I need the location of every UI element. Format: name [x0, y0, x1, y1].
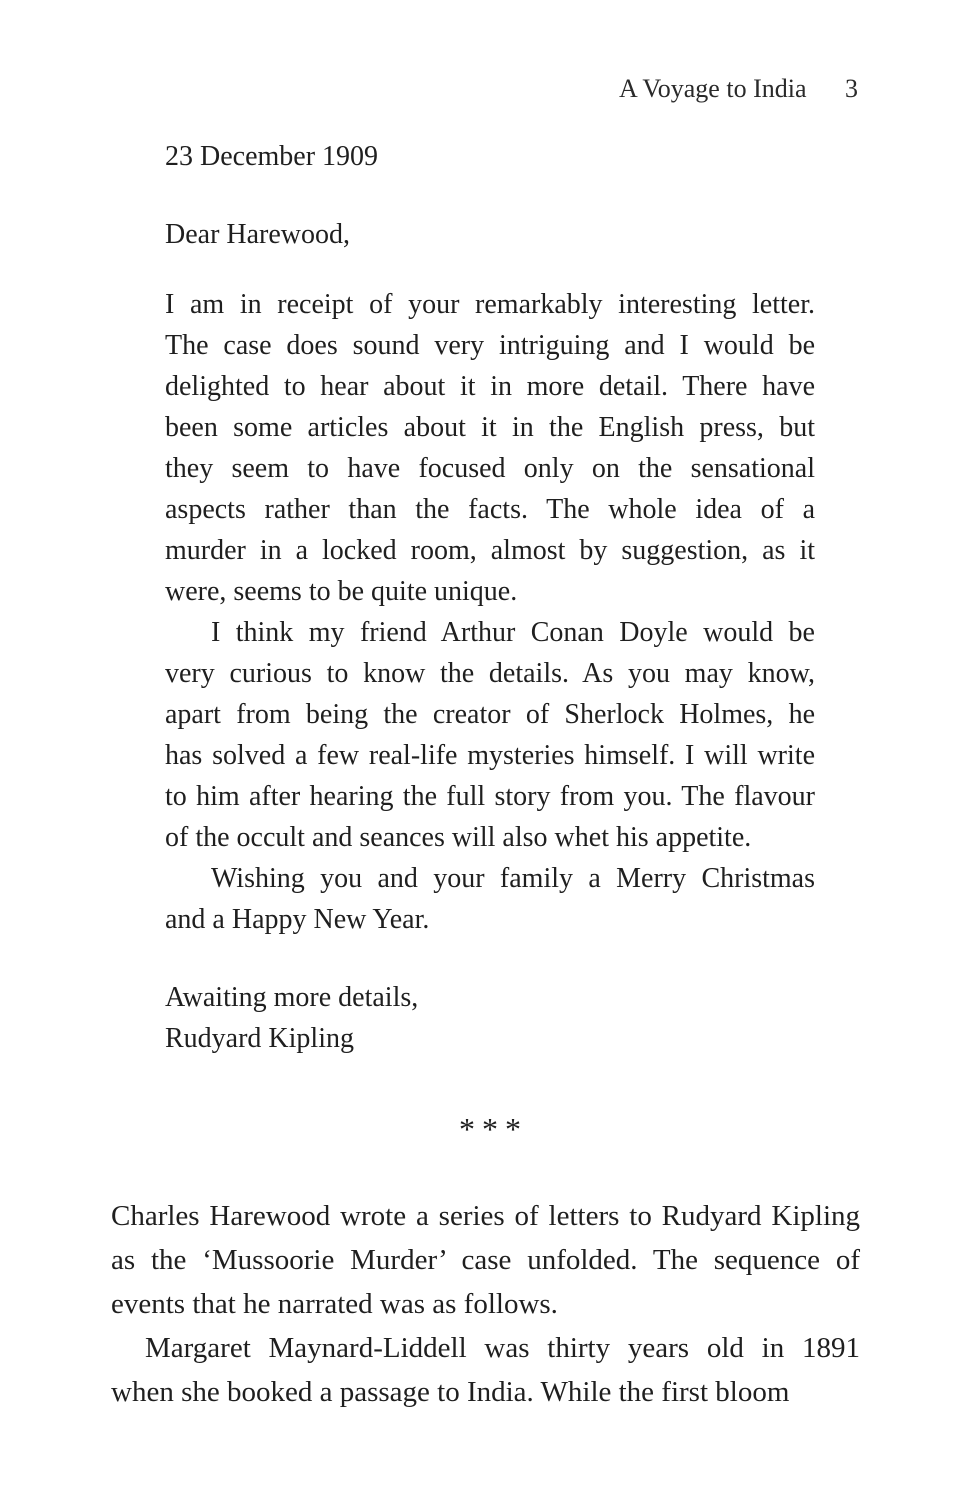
text-line: The case does sound very intriguing and I would be	[165, 330, 815, 361]
letter-block	[165, 136, 815, 1150]
text-line: I am in receipt of your remarkably interesting letter.	[165, 289, 815, 320]
text-line: been some articles about it in the English press, but	[165, 412, 815, 443]
section-separator: ***	[459, 1111, 528, 1147]
text-line: when she booked a passage to India. While the first bloom	[111, 1376, 790, 1408]
text-line: murder in a locked room, almost by suggestion, as it	[165, 535, 815, 566]
page-number: 3	[845, 74, 858, 103]
text-line: Wishing you and your family a Merry Christmas	[211, 863, 815, 894]
letter-signature: Rudyard Kipling	[165, 1023, 354, 1054]
text-line: to him after hearing the full story from you. The flavour	[165, 781, 815, 812]
paragraph	[111, 1194, 860, 1326]
text-line: Margaret Maynard-Liddell was thirty years old in 1891	[145, 1332, 860, 1364]
text-line: has solved a few real-life mysteries himself. I will write	[165, 740, 815, 771]
running-head-title: A Voyage to India	[618, 74, 807, 103]
paragraph	[111, 1326, 860, 1414]
letter-closing: Awaiting more details,	[165, 982, 419, 1013]
letter-body	[165, 284, 815, 940]
paragraph	[165, 612, 815, 858]
text-line: aspects rather than the facts. The whole idea of a	[165, 494, 815, 525]
text-line: and a Happy New Year.	[165, 904, 430, 935]
text-line: very curious to know the details. As you may know,	[165, 658, 815, 689]
text-line: were, seems to be quite unique.	[165, 576, 518, 607]
running-header	[0, 74, 858, 104]
paragraph	[165, 858, 815, 940]
text-line: of the occult and seances will also whet his appetite.	[165, 822, 752, 853]
text-line: I think my friend Arthur Conan Doyle would be	[211, 617, 815, 648]
letter-date: 23 December 1909	[165, 141, 379, 172]
text-line: they seem to have focused only on the sensational	[165, 453, 815, 484]
narrative-block	[111, 1194, 860, 1414]
text-line: Charles Harewood wrote a series of letters to Rudyard Kipling	[111, 1200, 860, 1232]
letter-salutation: Dear Harewood,	[165, 219, 351, 250]
text-line: delighted to hear about it in more detail. There have	[165, 371, 815, 402]
text-line: events that he narrated was as follows.	[111, 1288, 558, 1320]
text-line: as the ‘Mussoorie Murder’ case unfolded. The sequence of	[111, 1244, 860, 1276]
paragraph	[165, 284, 815, 612]
text-line: apart from being the creator of Sherlock Holmes, he	[165, 699, 815, 730]
